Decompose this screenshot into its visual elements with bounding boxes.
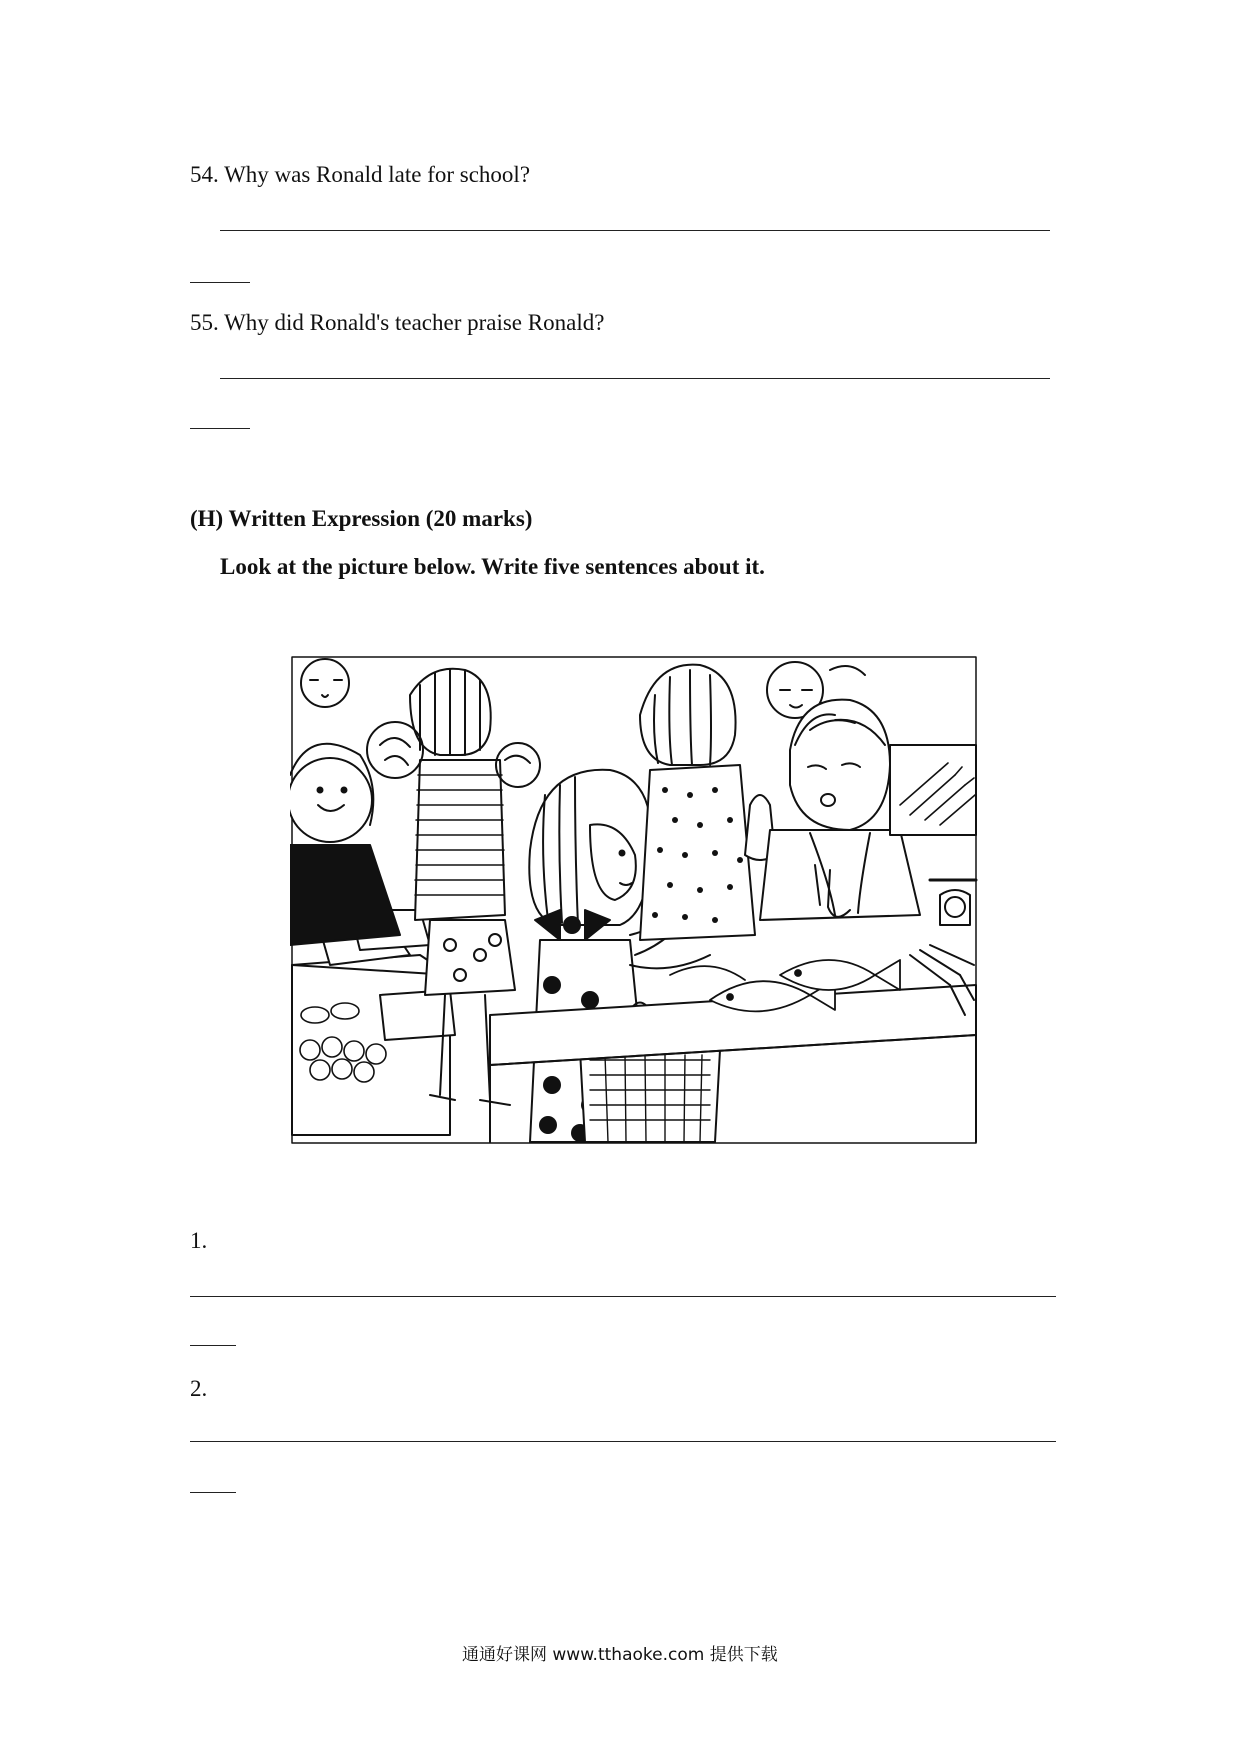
question-54: 54. Why was Ronald late for school? (190, 162, 531, 187)
answer-line-55[interactable] (220, 378, 1050, 379)
question-55: 55. Why did Ronald's teacher praise Ronald? (190, 310, 605, 335)
answer-line-54-continuation[interactable] (190, 282, 250, 283)
section-instruction: Look at the picture below. Write five sentences about it. (220, 554, 765, 579)
answer-line-2-continuation[interactable] (190, 1492, 236, 1493)
footer-text: 通通好课网 www.tthaoke.com 提供下载 (462, 1645, 778, 1665)
answer-label-2: 2. (190, 1376, 208, 1401)
answer-label-1: 1. (190, 1228, 208, 1253)
answer-line-55-continuation[interactable] (190, 428, 250, 429)
market-scene-illustration (290, 655, 978, 1145)
answer-line-2[interactable] (190, 1441, 1056, 1442)
answer-line-1[interactable] (190, 1296, 1056, 1297)
answer-line-54[interactable] (220, 230, 1050, 231)
answer-line-1-continuation[interactable] (190, 1345, 236, 1346)
section-title: (H) Written Expression (20 marks) (190, 506, 533, 531)
